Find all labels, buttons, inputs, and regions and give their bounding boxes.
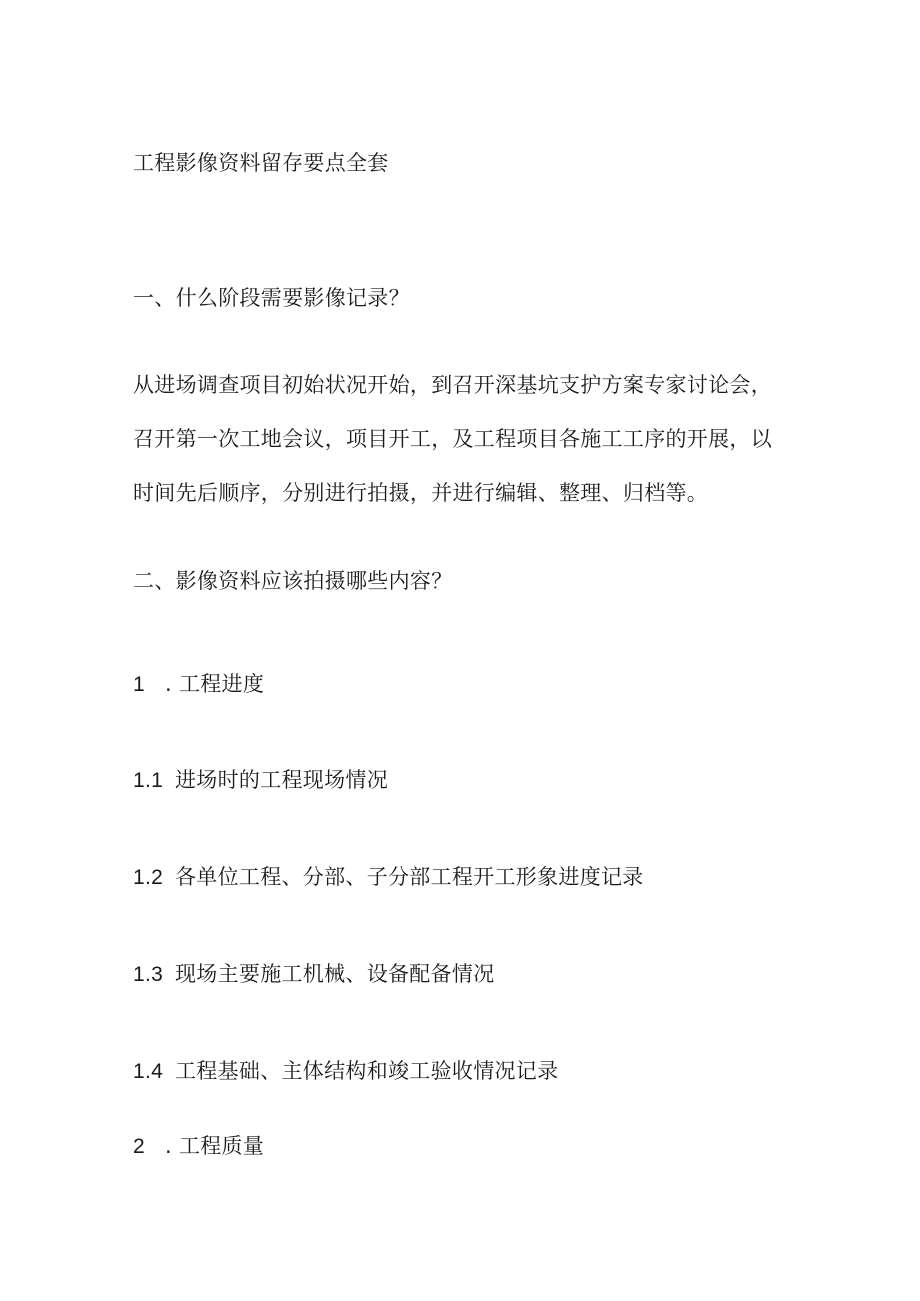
paragraph-line: 召开第一次工地会议，项目开工，及工程项目各施工工序的开展，以 [133,427,772,451]
sub-item-1-3 [133,959,495,990]
sub-item-number: 1.4 [133,1060,164,1083]
section-1-paragraph [133,358,793,520]
list-item-1 [133,669,264,700]
sub-item-number: 1.3 [133,963,164,986]
list-item-2 [133,1131,264,1162]
sub-item-1-1 [133,765,388,796]
paragraph-line: 时间先后顺序，分别进行拍摄，并进行编辑、整理、归档等。 [133,481,709,505]
sub-item-1-2 [133,862,644,893]
paragraph-line: 从进场调查项目初始状况开始，到召开深基坑支护方案专家讨论会， [133,373,772,397]
list-item-number: 1 [133,673,145,696]
sub-item-label: 进场时的工程现场情况 [175,768,388,792]
list-item-number: 2 [133,1135,145,1158]
list-item-label: . 工程进度 [165,672,265,696]
sub-item-number: 1.1 [133,769,164,792]
section-1-heading: 一、什么阶段需要影像记录？ [133,286,410,310]
list-item-label: . 工程质量 [165,1134,265,1158]
sub-item-label: 各单位工程、分部、子分部工程开工形象进度记录 [175,865,644,889]
sub-item-label: 工程基础、主体结构和竣工验收情况记录 [175,1059,559,1083]
sub-item-1-4 [133,1056,558,1087]
document-title: 工程影像资料留存要点全套 [133,151,389,175]
sub-item-number: 1.2 [133,866,164,889]
sub-item-label: 现场主要施工机械、设备配备情况 [175,962,495,986]
section-2-heading: 二、影像资料应该拍摄哪些内容？ [133,569,453,593]
